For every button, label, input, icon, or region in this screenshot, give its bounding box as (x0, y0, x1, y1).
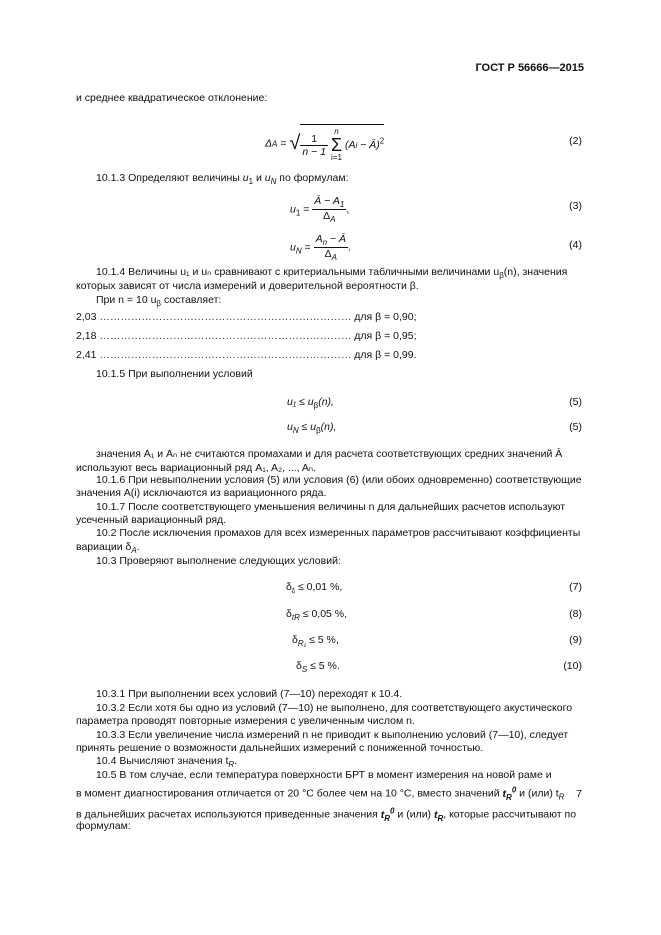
table-row-condition: для β = 0,99. (354, 349, 417, 361)
eq9-rest: ≤ 5 %, (306, 634, 339, 646)
equation-5a (287, 396, 334, 410)
p102-l2-sub: A (131, 546, 137, 556)
p1014-l1: 10.1.4 Величины u₁ и uₙ сравнивают с критериальными табличными величинами u (96, 266, 500, 278)
p1013-uN-sub: N (270, 177, 277, 187)
paragraph-10-1-7-line1: 10.1.7 После соответствующего уменьшения величины n для дальнейших расчетов используют (96, 501, 566, 513)
eq3-lhs-sub: 1 (295, 208, 301, 218)
table-row-leader: ……………………………………………………………… (99, 311, 352, 323)
eq5b-mid: ≤ u (298, 421, 317, 433)
p1013-and: и (253, 172, 265, 184)
paragraph-10-1-4-line2: которых зависят от числа измерений и доверительной вероятности β. (76, 280, 419, 292)
page-number: 7 (576, 788, 582, 800)
eq3-den: Δ (323, 210, 331, 223)
eq4-num: A (315, 233, 323, 245)
paragraph-10-1-4-line1: 10.1.4 Величины u₁ и uₙ сравнивают с критериальными табличными величинами $u_\beta(n)$, значения (96, 266, 568, 281)
equation-5b-number: (5) (569, 421, 582, 433)
p105-l2b-sub: R (558, 792, 565, 802)
eq4-fraction (314, 233, 348, 262)
paragraph-10-5-line2 (76, 785, 564, 802)
paragraph-10-3-2-line2: параметра проводят повторные измерения с увеличенным числом n. (76, 715, 415, 727)
eq4-num-rest: − Ā (327, 233, 347, 245)
p105-l2a: в момент диагностирования отличается от 20 °С более чем на 10 °С, вместо значений (76, 787, 503, 800)
eq3-num-sub: 1 (339, 200, 345, 210)
t-r-zero-symbol: $t_R^0$ (502, 785, 517, 802)
eq10-sub: S (301, 665, 308, 675)
p105-l3b: и (или) (394, 808, 434, 821)
equation-5a-number: (5) (569, 396, 582, 408)
eq4-tail: . (348, 241, 351, 254)
eq2-lhs-sub: A (272, 139, 278, 149)
paragraph-10-3-2-line1: 10.3.2 Если хотя бы одно из условий (7—10) не выполнено, для соответствующего акустического (96, 702, 573, 714)
paragraph-10-1-6-line1: 10.1.6 При невыполнении условия (5) или условия (6) (или обоих одновременно) соответствующие (96, 474, 582, 486)
eq9-lhs: δ (292, 634, 298, 646)
eq2-sum (331, 127, 342, 163)
t-r-tilde-symbol: $t_R$ (433, 808, 444, 823)
paragraph-10-5-line3 (76, 806, 576, 823)
eq8-rest: ≤ 0,05 %, (299, 608, 348, 620)
equation-4-number: (4) (569, 239, 582, 251)
paragraph-10-1-3 (96, 172, 349, 186)
equation-9 (292, 634, 339, 648)
equation-4 (290, 233, 351, 262)
equation-7 (286, 581, 342, 595)
eq3-equals: = (300, 203, 313, 216)
eq4-lhs-sub: N (295, 246, 302, 256)
paragraph-10-4 (96, 755, 237, 769)
t-r-zero-tilde-symbol: $t_R^0$ (380, 806, 395, 823)
paragraph-10-1-7-line2: усеченный вариационный ряд. (76, 514, 227, 526)
equation-3 (290, 195, 349, 224)
p1014-l3b: составляет: (161, 294, 222, 306)
p104-sub: R (228, 760, 235, 770)
eq3-fraction (312, 195, 346, 224)
paragraph-10-5-line1: 10.5 В том случае, если температура поверхности БРТ в момент измерения на новой раме и (96, 769, 552, 781)
table-row-0 (76, 311, 417, 323)
eq3-num: Ā − A (314, 195, 340, 207)
equation-3-number: (3) (569, 200, 582, 212)
paragraph-10-3-3-line2: принять решение о возможности дальнейших измерений с пониженной точностью. (76, 742, 484, 754)
eq8-lhs: δ (286, 608, 292, 620)
eq8-sub: tR (291, 613, 300, 623)
table-row-leader: ……………………………………………………………… (99, 349, 352, 361)
table-row-value: 2,41 (76, 349, 97, 361)
p104-end: . (234, 755, 238, 767)
eq2-body-sub: i (355, 140, 358, 150)
eq5a-tail: (n), (318, 396, 334, 408)
table-row-1 (76, 330, 417, 342)
paragraph-std-deviation-intro: и среднее квадратическое отклонение: (76, 92, 268, 104)
table-row-value: 2,03 (76, 311, 97, 323)
eq3-den-sub: A (330, 215, 336, 225)
paragraph-10-1-4-line3: При n = 10 $u_\beta$ составляет: (96, 294, 222, 309)
eq5b-tail: (n), (320, 421, 337, 433)
paragraph-values-line1: значения A₁ и Aₙ не считаются промахами и для расчета соответствующих средних значений Ā (96, 448, 563, 460)
equation-8 (286, 608, 347, 622)
p105-l2b: и (или) t (516, 787, 559, 800)
equation-7-number: (7) (569, 581, 582, 593)
equation-10-number: (10) (563, 660, 582, 672)
equation-5b (287, 421, 336, 435)
eq7-rest: ≤ 0,01 %, (295, 581, 343, 593)
document-header: ГОСТ Р 56666—2015 (475, 62, 584, 74)
paragraph-10-3-1: 10.3.1 При выполнении всех условий (7—10) переходят к 10.4. (96, 688, 403, 700)
eq2-sum-bottom: i=1 (331, 153, 342, 162)
table-row-2 (76, 349, 417, 361)
eq2-lhs: Δ (265, 137, 273, 150)
eq7-lhs: δ (286, 581, 292, 593)
p1013-uN: u (264, 172, 271, 184)
eq9-sub: R₁ (297, 639, 307, 649)
eq3-tail: , (346, 203, 350, 216)
eq2-equals: = (280, 137, 287, 150)
p105-l3a: в дальнейших расчетах используются приведенные значения (76, 808, 381, 821)
paragraph-10-1-5: 10.1.5 При выполнении условий (96, 368, 253, 380)
paragraph-10-3-3-line1: 10.3.3 Если увеличение числа измерений n не приводит к выполнению условий (7—10), следует (96, 729, 569, 741)
equation-10 (296, 660, 340, 674)
eq2-fraction (300, 133, 328, 158)
paragraph-10-2-line1: 10.2 После исключения промахов для всех измеренных параметров рассчитывают коэффициенты (96, 527, 581, 539)
p1013-a: 10.1.3 Определяют величины (96, 172, 243, 184)
eq4-den-sub: A (331, 253, 337, 263)
p1013-u1: u (242, 172, 249, 184)
sigma-icon: Σ (330, 135, 343, 155)
eq2-frac-num: 1 (300, 133, 328, 146)
eq2-body-rest: − Ā) (357, 138, 380, 151)
table-row-leader: ……………………………………………………………… (99, 330, 352, 342)
eq5a-sub: β (313, 401, 319, 411)
paragraph-10-5-line4: формулам: (76, 820, 131, 832)
p102-l2-end: . (136, 541, 140, 553)
eq4-equals: = (301, 241, 314, 254)
p105-l3c: , которые рассчитывают по (443, 808, 577, 821)
eq7-sub: tᵢ (291, 586, 296, 596)
p1013-b: по формулам: (276, 172, 349, 184)
paragraph-10-3: 10.3 Проверяют выполнение следующих условий: (96, 555, 341, 567)
paragraph-values-line2: используют весь вариационный ряд A₁, A₂, ..., Aₙ. (76, 462, 317, 474)
p1014-l3: При n = 10 u (96, 294, 157, 306)
eq4-lhs: u (290, 241, 296, 254)
eq5b-sub1: N (292, 426, 299, 436)
equation-9-number: (9) (569, 634, 582, 646)
table-row-value: 2,18 (76, 330, 97, 342)
p102-l2: вариации δ (76, 541, 132, 553)
p1013-u1-sub: 1 (248, 177, 254, 187)
table-row-condition: для β = 0,90; (354, 311, 417, 323)
eq5a-text: u₁ ≤ u (287, 396, 314, 408)
eq2-radicand (300, 124, 384, 163)
eq5b-sub: β (316, 426, 321, 436)
sqrt-sign-icon: √ (289, 132, 301, 154)
p104: 10.4 Вычисляют значения t (96, 755, 229, 767)
equation-2 (265, 124, 384, 163)
eq3-lhs: u (290, 203, 296, 216)
equation-2-number: (2) (569, 135, 582, 147)
eq2-sum-top: n (334, 127, 339, 136)
eq4-den: Δ (324, 248, 332, 261)
p1014-l1b: (n), значения (503, 266, 568, 278)
eq10-lhs: δ (296, 660, 302, 672)
eq2-power: 2 (379, 136, 385, 146)
paragraph-10-2-line2 (76, 541, 140, 555)
eq2-body: (A (345, 138, 356, 151)
eq4-num-sub: n (322, 238, 328, 248)
paragraph-10-1-6-line2: значения A(i) исключаются из вариационного ряда. (76, 487, 327, 499)
table-row-condition: для β = 0,95; (354, 330, 417, 342)
eq10-rest: ≤ 5 %. (307, 660, 340, 672)
equation-8-number: (8) (569, 608, 582, 620)
eq2-frac-den: n − 1 (302, 145, 327, 158)
eq5b-text: u (287, 421, 293, 433)
